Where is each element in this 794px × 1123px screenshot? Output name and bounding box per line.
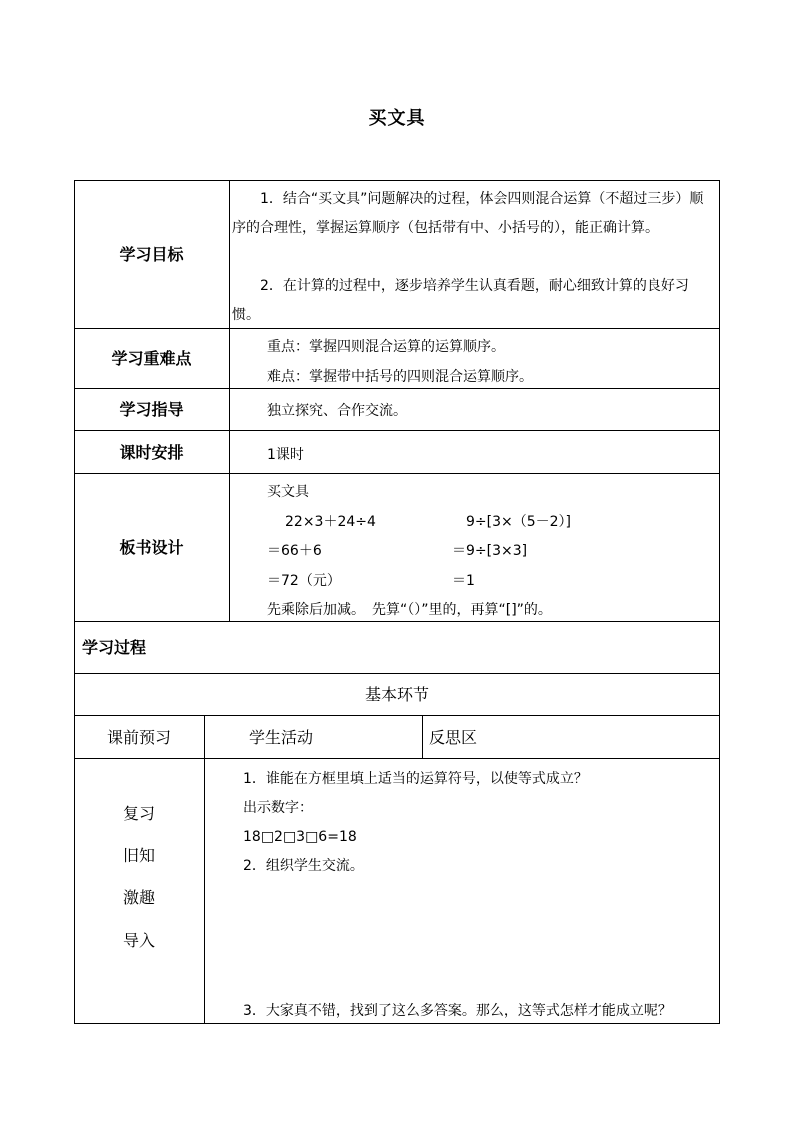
table-border-top [74,180,720,181]
activity-question-3: 3．大家真不错，找到了这么多答案。那么，这等式怎样才能成立呢？ [243,1003,672,1019]
reflect-column-divider [422,715,423,758]
board-label: 板书设计 [119,538,184,557]
column-preview: 课前预习 [106,728,171,747]
row-divider [74,473,720,474]
schedule-label: 课时安排 [119,443,184,462]
stage-old-knowledge: 旧知 [122,846,155,865]
row-divider [74,388,720,389]
column-student-activity: 学生活动 [249,728,314,747]
page-title: 买文具 [368,108,426,129]
board-note: 先乘除后加减。 先算“（）”里的，再算“[]”的。 [267,602,552,618]
stage-motivate: 激趣 [122,888,155,907]
row-divider [74,621,720,622]
goals-point-1: 1．结合“买文具”问题解决的过程，体会四则混合运算（不超过三步）顺序的合理性，掌握运算顺序（包括带有中、小括号的），能正确计算。 [232,191,704,236]
column-reflection: 反思区 [429,728,478,747]
key-points-label: 学习重难点 [111,349,192,368]
basic-steps-heading: 基本环节 [364,685,429,704]
board-right-line-3: ＝1 [452,573,475,589]
board-left-line-2: ＝66＋6 [267,543,322,559]
activity-question-1: 1．谁能在方框里填上适当的运算符号，以使等式成立？ [243,771,588,787]
row-divider [74,715,720,716]
label-column-divider [229,180,230,621]
guide-text: 独立探究、合作交流。 [267,403,407,419]
process-column-divider [204,715,205,1023]
goals-label: 学习目标 [119,245,184,264]
row-divider [74,430,720,431]
board-left-line-3: ＝72（元） [267,573,341,589]
schedule-text: 1课时 [267,447,304,463]
table-border-bottom [74,1023,720,1024]
table-border-right [719,180,720,1023]
activity-show-numbers: 出示数字： [243,800,313,816]
board-right-line-1: 9÷[3×（5－2）] [466,514,572,530]
board-right-line-2: ＝9÷[3×3] [452,543,528,559]
row-divider [74,673,720,674]
guide-label: 学习指导 [119,400,184,419]
key-focus: 重点：掌握四则混合运算的运算顺序。 [267,339,505,355]
process-label: 学习过程 [82,638,147,657]
row-divider [74,758,720,759]
goals-point-2: 2．在计算的过程中，逐步培养学生认真看题，耐心细致计算的良好习惯。 [232,278,689,323]
key-difficulty: 难点：掌握带中括号的四则混合运算顺序。 [267,369,533,385]
board-heading: 买文具 [267,484,309,500]
board-left-line-1: 22×3＋24÷4 [285,514,376,530]
stage-introduce: 导入 [122,931,155,950]
activity-equation: 18□2□3□6=18 [243,829,357,845]
stage-review: 复习 [122,804,155,823]
activity-question-2: 2．组织学生交流。 [243,858,364,874]
